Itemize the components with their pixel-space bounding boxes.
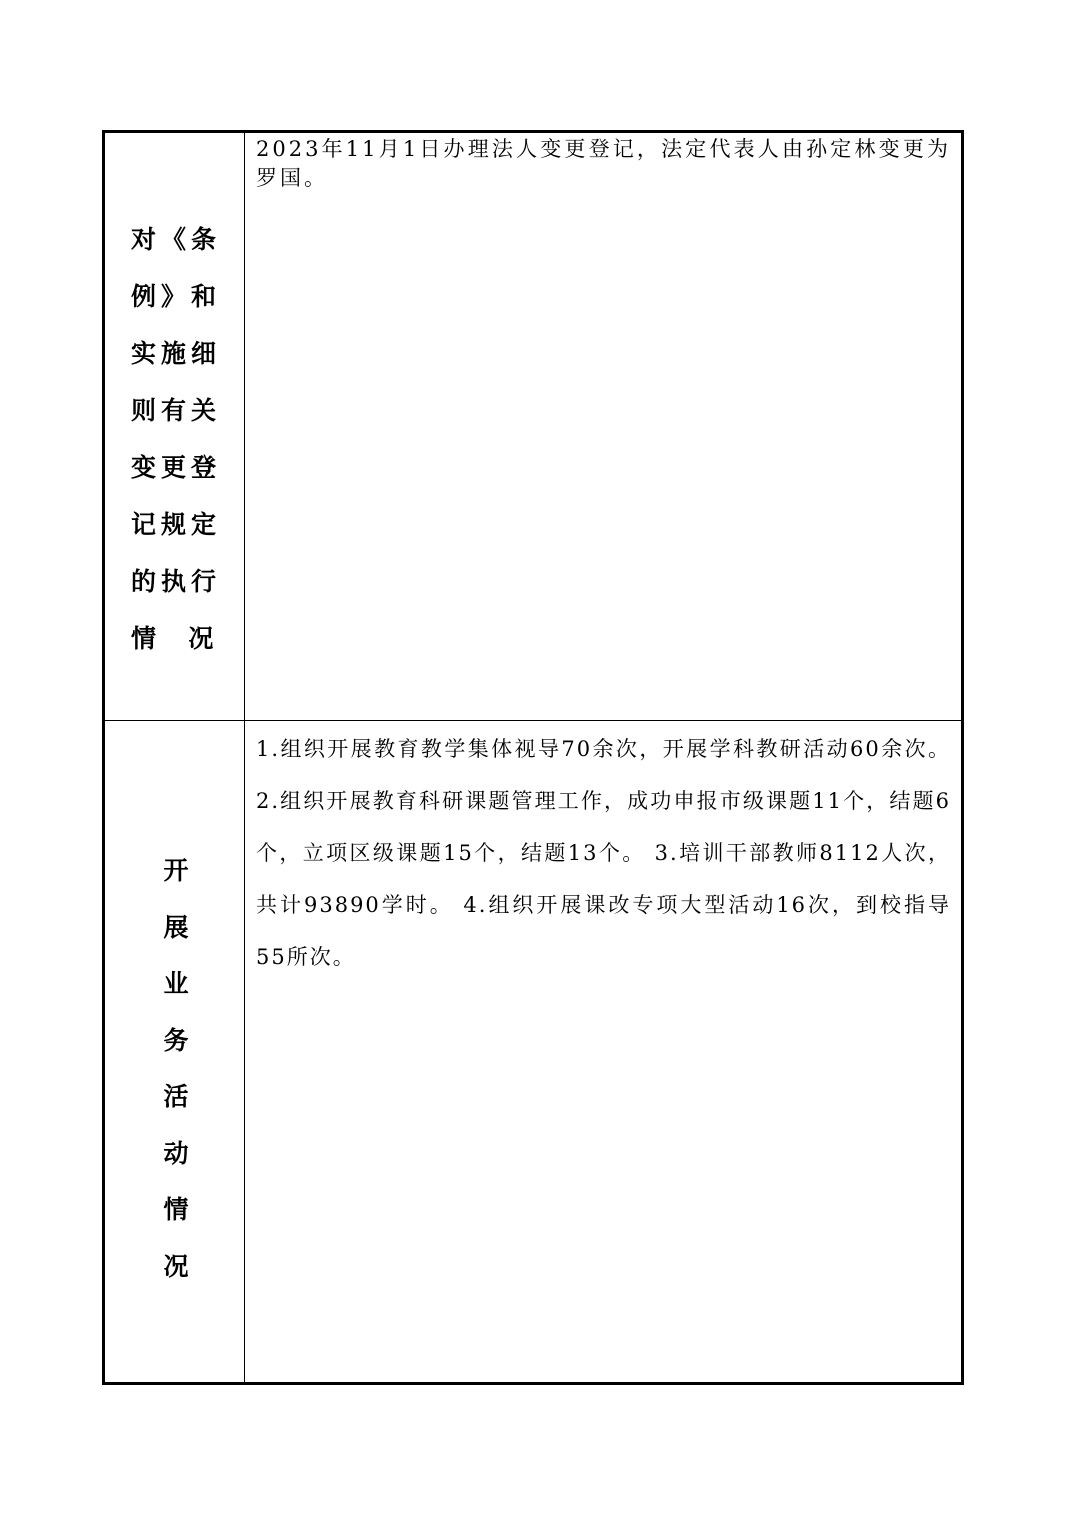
row-label-line: 动 bbox=[163, 1138, 189, 1168]
row-label-line: 务 bbox=[163, 1025, 189, 1055]
row-label-line: 展 bbox=[163, 912, 189, 942]
row-label-line: 业 bbox=[163, 969, 189, 998]
table-row-change-registration bbox=[105, 133, 961, 721]
content-cell-change-registration bbox=[246, 133, 961, 720]
business-activities-text: 1.组织开展教育教学集体视导70余次，开展学科教研活动60余次。 2.组织开展教育科研课题管理工作，成功申报市级课题11个，结题6个，立项区级课题15个，结题13个。 3.培训干部教师8112人次，共计93890学时。 4.组织开展课改专项大型活动16次，到校指导55所次。 bbox=[256, 737, 951, 969]
row-label-line: 况 bbox=[163, 1251, 189, 1281]
row-label-line: 情 bbox=[163, 1195, 189, 1224]
row-label-line: 例》和 bbox=[131, 282, 222, 311]
row-label-line: 的执行 bbox=[131, 567, 222, 596]
row-label-line: 活 bbox=[163, 1082, 189, 1111]
row-label-line: 情 况 bbox=[131, 624, 219, 653]
label-cell-business-activities bbox=[105, 721, 245, 1385]
change-registration-text: 2023年11月1日办理法人变更登记，法定代表人由孙定林变更为罗国。 bbox=[256, 137, 951, 190]
row-label-line: 开 bbox=[163, 856, 189, 885]
registration-form-table bbox=[102, 130, 964, 1385]
row-label-line: 实施细 bbox=[131, 339, 222, 368]
content-cell-business-activities bbox=[246, 721, 961, 1385]
row-label-line: 则有关 bbox=[131, 396, 222, 425]
row-label bbox=[131, 843, 221, 1295]
table-row-business-activities bbox=[105, 721, 961, 1385]
row-label bbox=[131, 211, 221, 667]
row-label-line: 变更登 bbox=[131, 453, 222, 482]
row-label-line: 对《条 bbox=[131, 225, 222, 254]
row-label-line: 记规定 bbox=[131, 510, 222, 539]
label-cell-change-registration bbox=[105, 133, 245, 720]
